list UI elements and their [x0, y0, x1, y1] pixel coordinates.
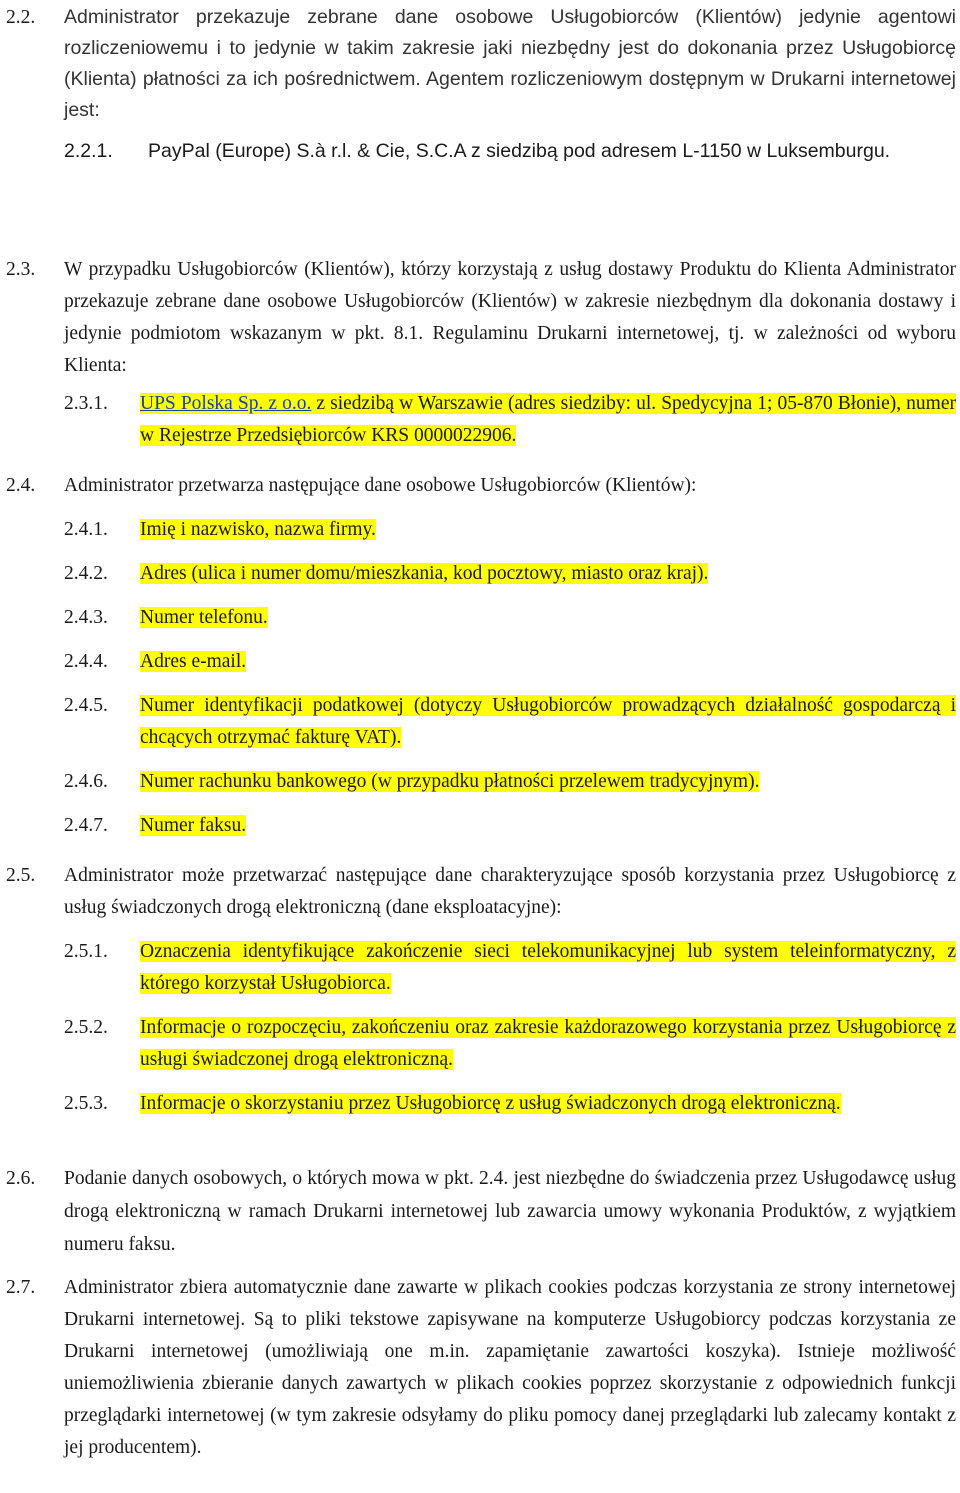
list-item	[64, 646, 956, 678]
section-text: Administrator zbiera automatycznie dane zawarte w plikach cookies podczas korzystania ze strony internetowej Drukarni internetowej. Są to pliki tekstowe zapisywane na komputerze Usługobiorcy podczas korzystania ze Drukarni internetowej (umożliwiają one m.in. zapamiętanie zawartości koszyka). Istnieje możliwość uniemożliwienia zbieranie danych zawartych w plikach cookies poprzez skorzystanie z odpowiednich funkcji przeglądarki internetowej (w tym zakresie odsyłamy do pliku pomocy danej przeglądarki lub zalecamy kontakt z jej producentem).	[64, 1277, 956, 1458]
item-number: 2.4.4.	[64, 651, 108, 672]
item-text: Oznaczenia identyfikujące zakończenie sieci telekomunikacyjnej lub system teleinformatyczny, z którego korzystał Usługobiorca.	[140, 941, 956, 994]
section-number: 2.3.	[6, 259, 36, 280]
list-item	[64, 558, 956, 590]
item-text: Imię i nazwisko, nazwa firmy.	[140, 519, 376, 540]
section-number: 2.7.	[6, 1277, 36, 1298]
item-text: Adres (ulica i numer domu/mieszkania, kod pocztowy, miasto oraz kraj).	[140, 563, 709, 584]
list-item	[64, 388, 956, 452]
section-text: Podanie danych osobowych, o których mowa w pkt. 2.4. jest niezbędne do świadczenia przez Usługodawcę usług drogą elektroniczną w ramach Drukarni internetowej lub zawarcia umowy wykonania Produktów, z wyjątkiem numeru faksu.	[64, 1168, 956, 1255]
item-text: Adres e-mail.	[140, 651, 247, 672]
section-text: W przypadku Usługobiorców (Klientów), którzy korzystają z usług dostawy Produktu do Klienta Administrator przekazuje zebrane dane osobowe Usługobiorców (Klientów) w zakresie niezbędnym dla dokonania dostawy i jedynie podmiotom wskazanym w pkt. 8.1. Regulaminu Drukarni internetowej, tj. w zależności od wyboru Klienta:	[64, 259, 956, 376]
item-text: Numer faksu.	[140, 815, 247, 836]
list-item	[64, 514, 956, 546]
list-item	[64, 810, 956, 842]
item-text: Numer rachunku bankowego (w przypadku płatności przelewem tradycyjnym).	[140, 771, 760, 792]
list-item	[64, 690, 956, 754]
section-2-7	[6, 1272, 956, 1464]
item-text: Numer telefonu.	[140, 607, 268, 628]
item-number: 2.4.3.	[64, 607, 108, 628]
section-number: 2.5.	[6, 865, 36, 886]
item-text: PayPal (Europe) S.à r.l. & Cie, S.C.A z siedzibą pod adresem L-1150 w Luksemburgu.	[148, 140, 891, 162]
section-2-3	[6, 254, 956, 452]
section-text: Administrator przetwarza następujące dane osobowe Usługobiorców (Klientów):	[64, 475, 697, 496]
section-number: 2.4.	[6, 475, 36, 496]
item-number: 2.3.1.	[64, 393, 108, 414]
item-number: 2.4.7.	[64, 815, 108, 836]
section-2-4	[6, 470, 956, 842]
item-number: 2.5.2.	[64, 1017, 108, 1038]
item-number: 2.4.2.	[64, 563, 108, 584]
section-2-6	[6, 1162, 956, 1261]
item-text: Numer identyfikacji podatkowej (dotyczy Usługobiorców prowadzących działalność gospodarczą i chcących otrzymać fakturę VAT).	[140, 695, 956, 748]
list-item	[64, 1012, 956, 1076]
item-text: Informacje o skorzystaniu przez Usługobiorcę z usług świadczonych drogą elektroniczną.	[140, 1093, 841, 1114]
section-number: 2.6.	[6, 1168, 36, 1189]
section-2-2	[6, 2, 956, 167]
item-text: z siedzibą w Warszawie (adres siedziby: ul. Spedycyjna 1; 05-870 Błonie), numer w Rejestrze Przedsiębiorców KRS 0000022906.	[140, 393, 956, 446]
section-number: 2.2.	[6, 7, 36, 28]
item-number: 2.2.1.	[64, 140, 113, 162]
item-text: Informacje o rozpoczęciu, zakończeniu oraz zakresie każdorazowego korzystania przez Usługobiorcę z usługi świadczonej drogą elektroniczną.	[140, 1017, 956, 1070]
item-number: 2.4.6.	[64, 771, 108, 792]
section-2-5	[6, 860, 956, 1120]
list-item	[64, 936, 956, 1000]
ups-link[interactable]: UPS Polska Sp. z o.o.	[140, 393, 312, 414]
section-text: Administrator może przetwarzać następujące dane charakteryzujące sposób korzystania przez Usługobiorcę z usług świadczonych drogą elektroniczną (dane eksploatacyjne):	[64, 865, 956, 918]
item-number: 2.4.1.	[64, 519, 108, 540]
list-item	[64, 1088, 956, 1120]
item-number: 2.4.5.	[64, 695, 108, 716]
list-item	[64, 602, 956, 634]
list-item	[64, 766, 956, 798]
section-text: Administrator przekazuje zebrane dane osobowe Usługobiorców (Klientów) jedynie agentowi rozliczeniowemu i to jedynie w takim zakresie jaki niezbędny jest do dokonania przez Usługobiorcę (Klienta) płatności za ich pośrednictwem. Agentem rozliczeniowym dostępnym w Drukarni internetowej jest:	[64, 6, 956, 121]
item-number: 2.5.1.	[64, 941, 108, 962]
list-item	[64, 136, 956, 167]
item-number: 2.5.3.	[64, 1093, 108, 1114]
